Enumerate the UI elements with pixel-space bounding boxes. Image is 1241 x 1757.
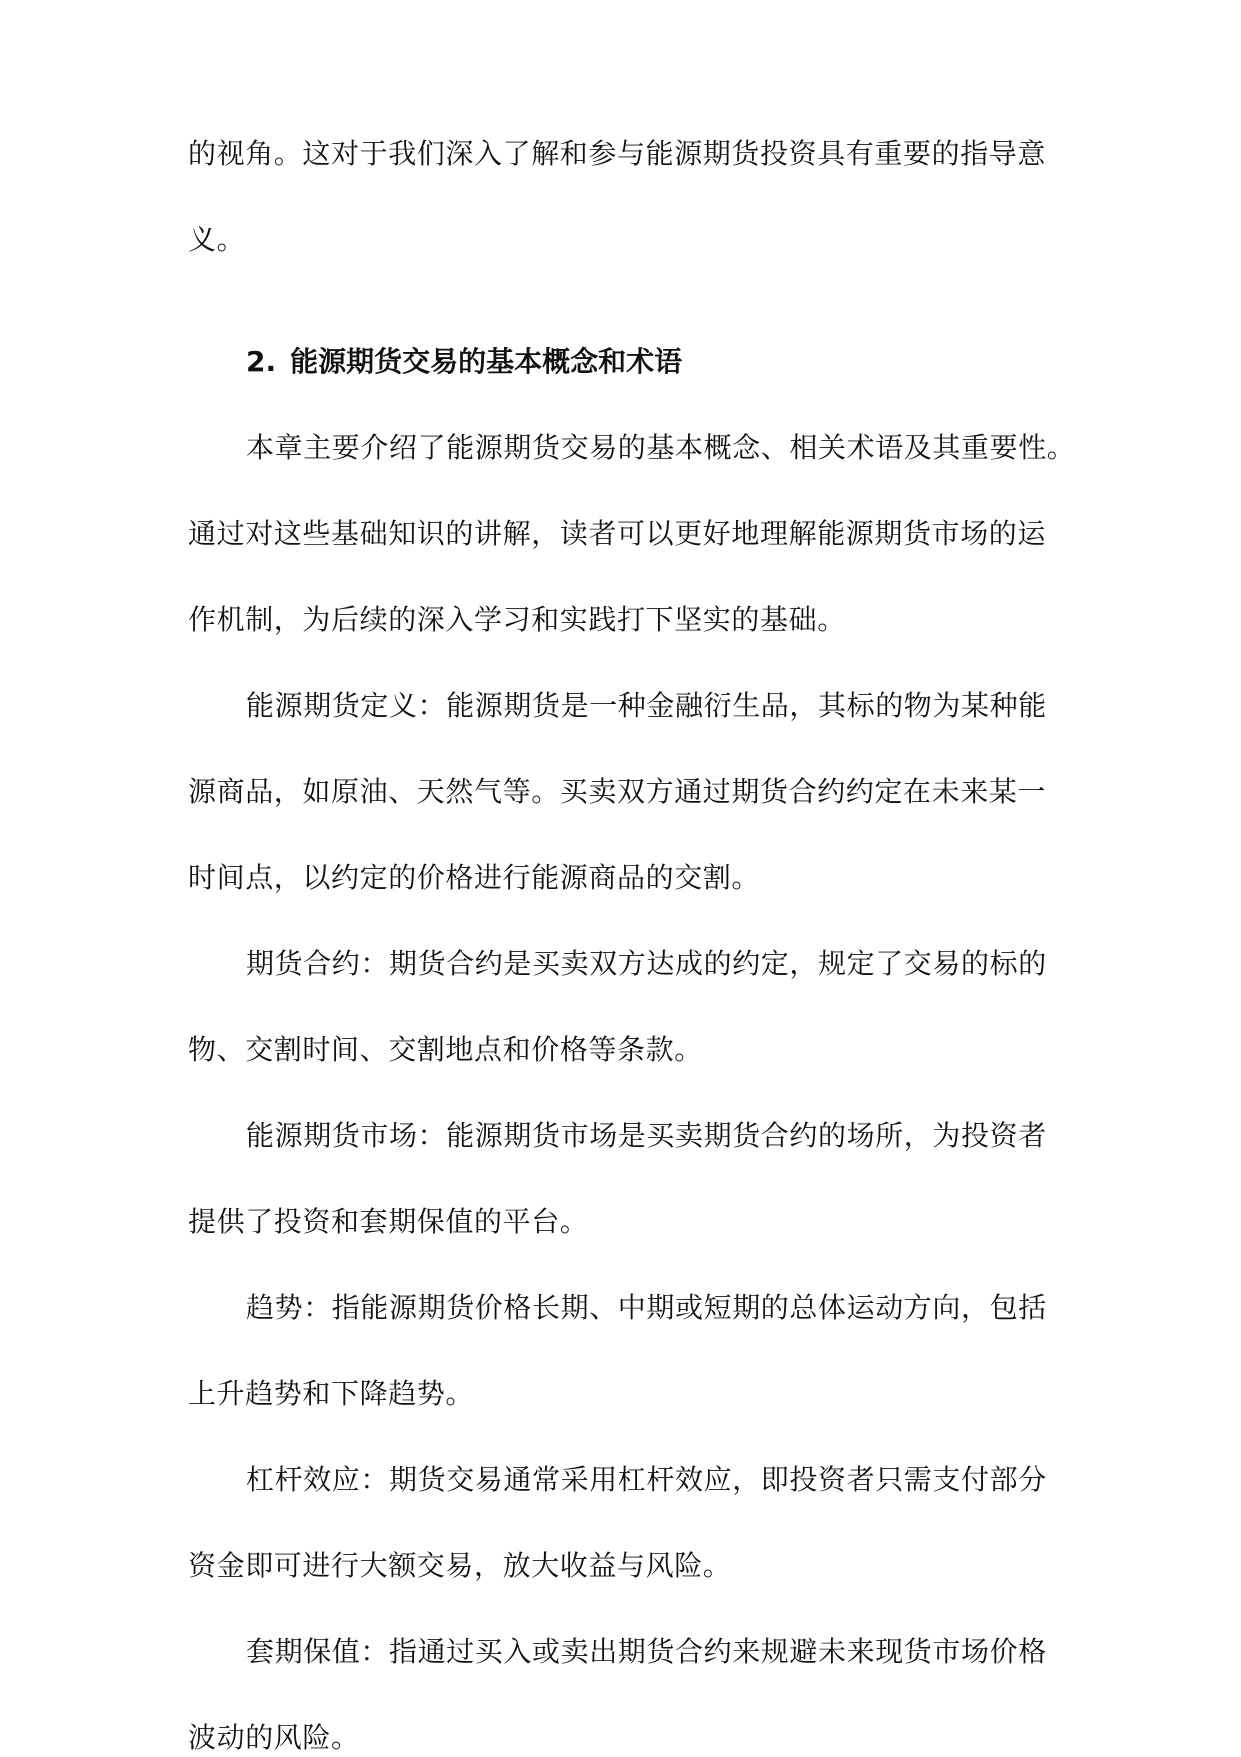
document-body	[188, 135, 1076, 1757]
paragraph-line: 提供了投资和套期保值的平台。	[188, 1205, 589, 1238]
paragraph-line: 物、交割时间、交割地点和价格等条款。	[188, 1033, 703, 1066]
paragraph-line: 趋势：指能源期货价格长期、中期或短期的总体运动方向，包括	[246, 1291, 1047, 1324]
paragraph-line: 套期保值：指通过买入或卖出期货合约来规避未来现货市场价格	[246, 1635, 1047, 1668]
paragraph-line: 能源期货定义：能源期货是一种金融衍生品，其标的物为某种能	[246, 689, 1047, 722]
section-title: 能源期货交易的基本概念和术语	[290, 345, 683, 378]
paragraph-line: 能源期货市场：能源期货市场是买卖期货合约的场所，为投资者	[246, 1119, 1047, 1152]
paragraph-line: 上升趋势和下降趋势。	[188, 1377, 475, 1410]
paragraph-line: 本章主要介绍了能源期货交易的基本概念、相关术语及其重要性。	[246, 431, 1076, 464]
paragraph-line: 资金即可进行大额交易，放大收益与风险。	[188, 1549, 732, 1582]
paragraph-line: 期货合约：期货合约是买卖双方达成的约定，规定了交易的标的	[246, 947, 1047, 980]
paragraph-line: 源商品，如原油、天然气等。买卖双方通过期货合约约定在未来某一	[188, 775, 1047, 808]
text-line: 义。	[188, 223, 246, 256]
paragraph-line: 时间点，以约定的价格进行能源商品的交割。	[188, 861, 761, 894]
text-line: 的视角。这对于我们深入了解和参与能源期货投资具有重要的指导意	[188, 137, 1047, 170]
paragraph-line: 杠杆效应：期货交易通常采用杠杆效应，即投资者只需支付部分	[246, 1463, 1047, 1496]
section-number: 2.	[246, 345, 277, 378]
paragraph-line: 作机制，为后续的深入学习和实践打下坚实的基础。	[188, 603, 846, 636]
paragraph-line: 通过对这些基础知识的讲解，读者可以更好地理解能源期货市场的运	[188, 517, 1047, 550]
section-heading	[188, 343, 1058, 381]
paragraph-line: 波动的风险。	[188, 1721, 360, 1754]
